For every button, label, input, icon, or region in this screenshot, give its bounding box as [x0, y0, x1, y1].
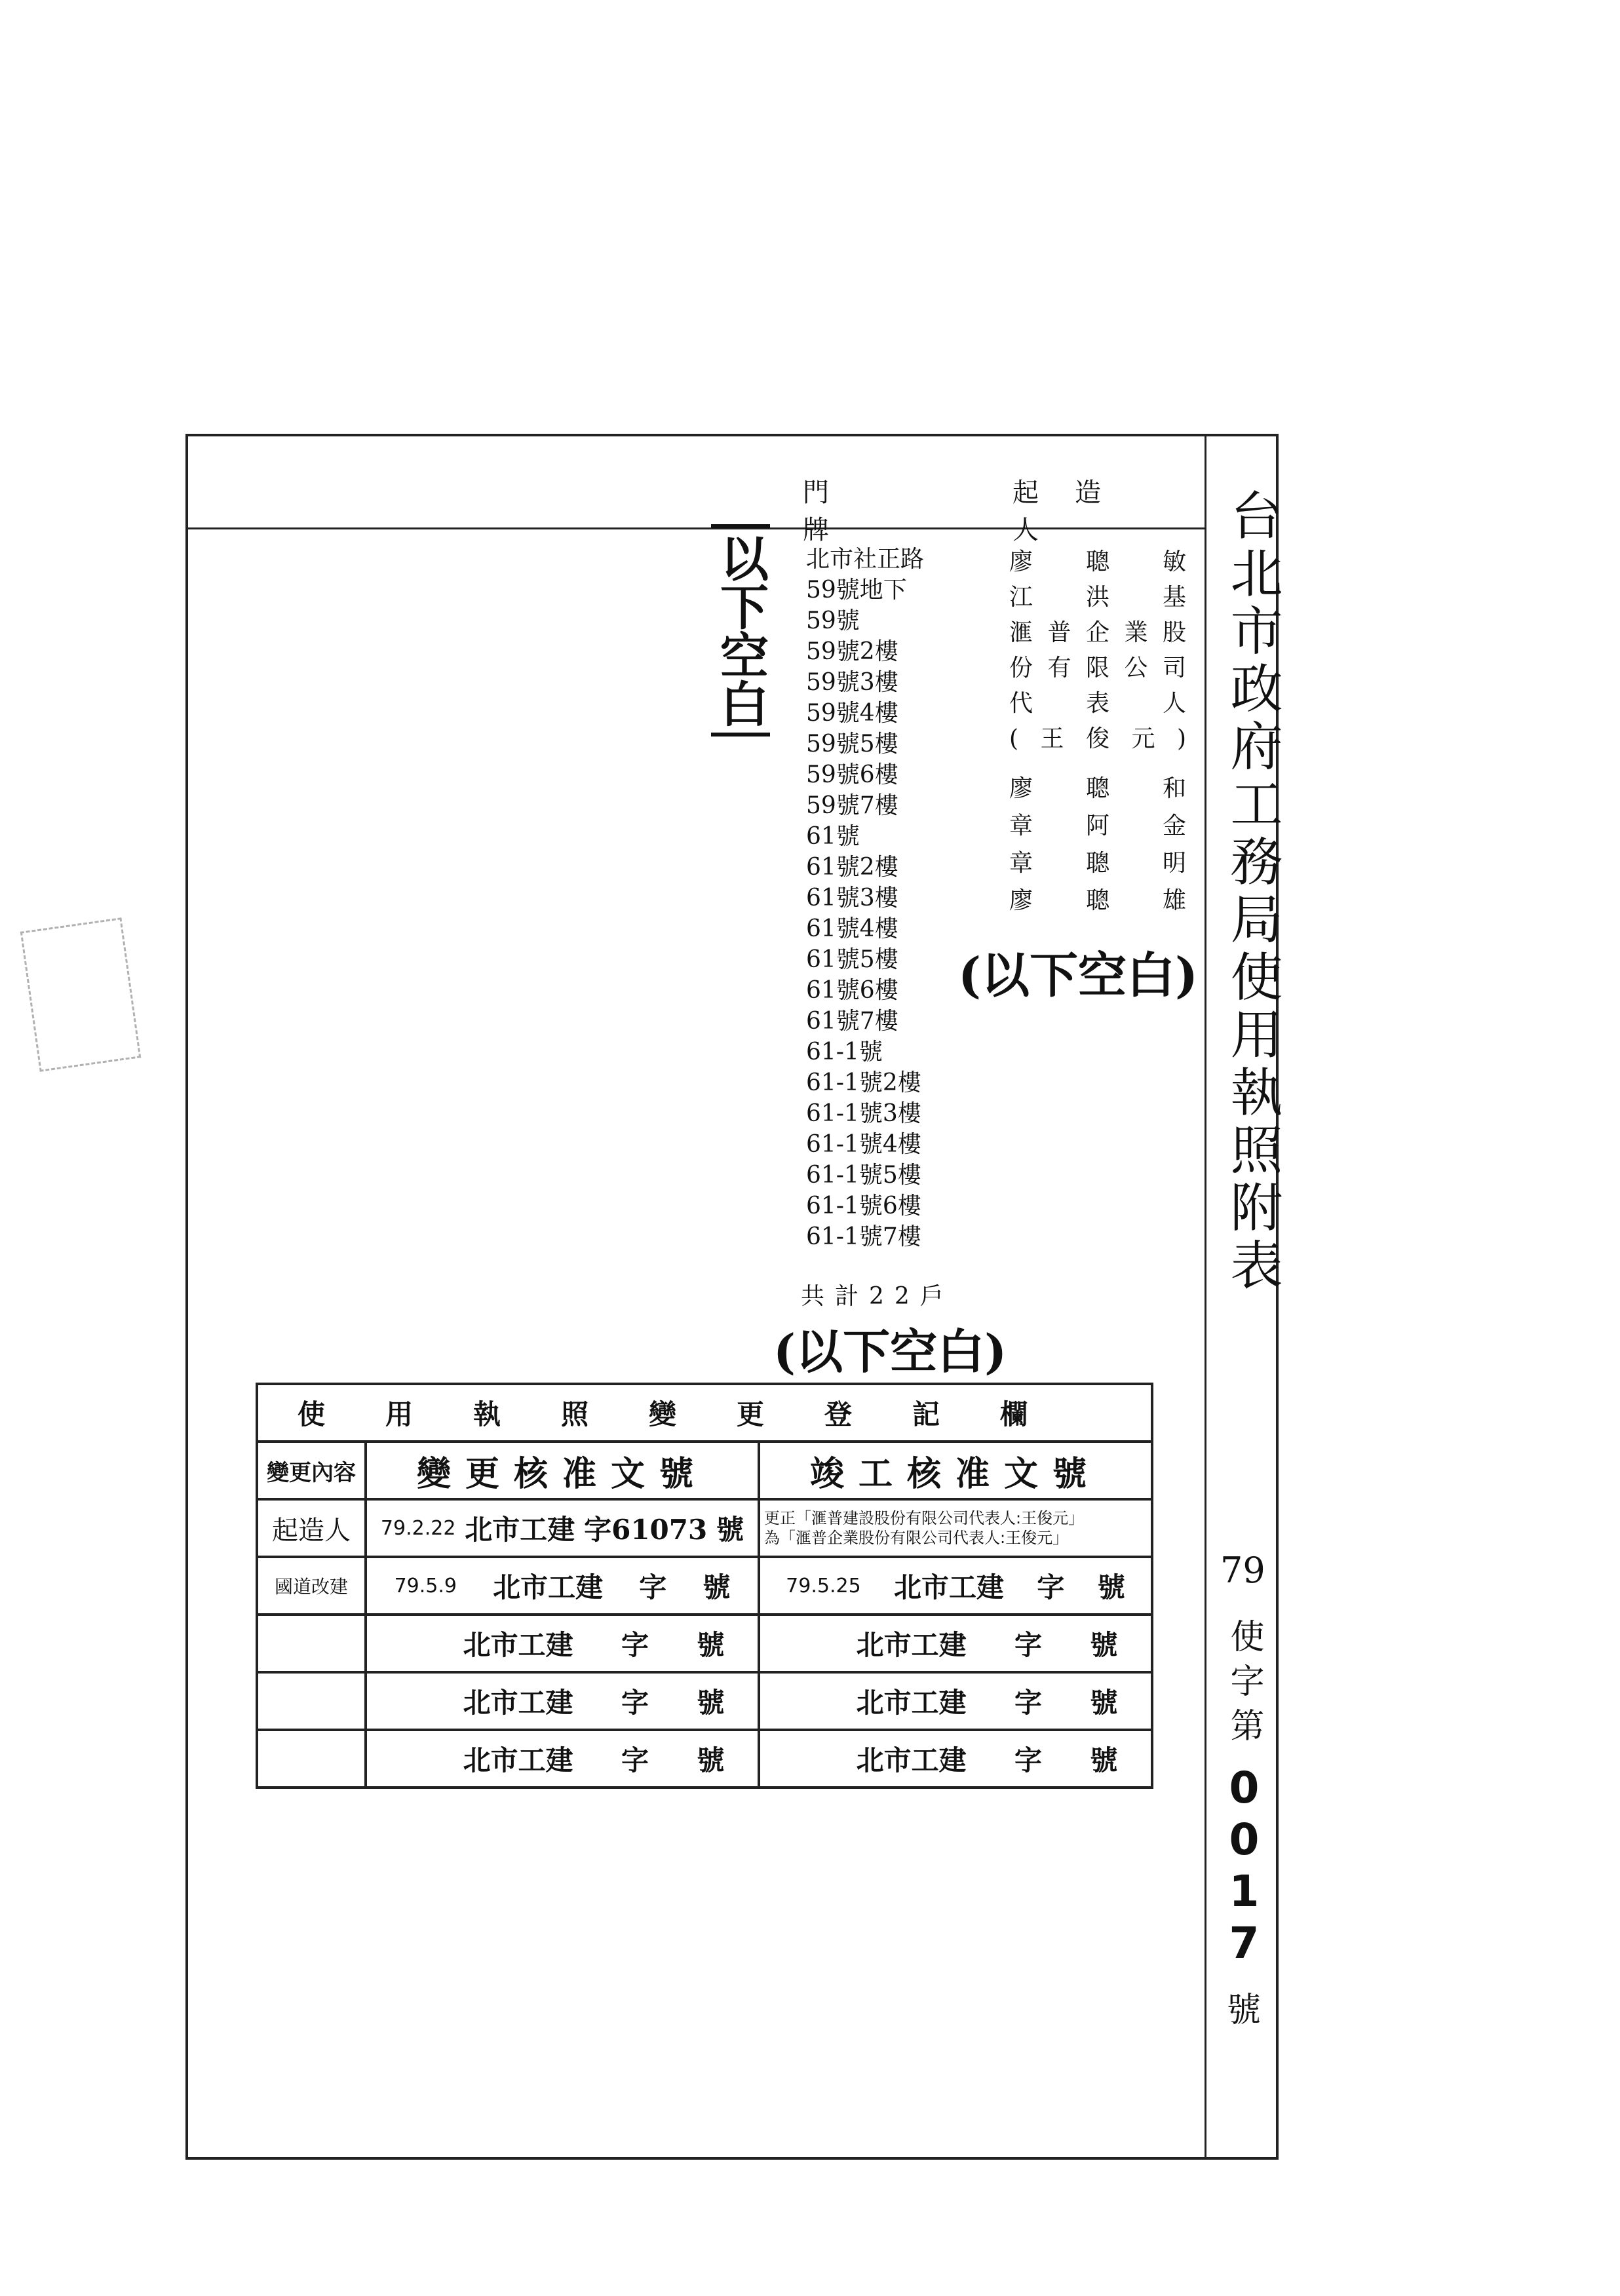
complete-note: 為「滙普企業股份有限公司代表人:王俊元」 — [764, 1529, 1069, 1547]
seal-stamp — [20, 917, 142, 1072]
change-hao: 號 — [697, 1744, 725, 1776]
owner-item: (王俊元) — [1009, 725, 1186, 752]
complete-hao: 號 — [1090, 1744, 1118, 1776]
change-hao: 號 — [716, 1514, 744, 1546]
row-content: 起造人 — [272, 1515, 351, 1546]
change-date: 79.2.22 — [380, 1516, 456, 1540]
address-item: 61-1號7樓 — [806, 1223, 921, 1250]
title-column-divider — [1205, 434, 1206, 2160]
complete-office: 北市工建 — [856, 1629, 967, 1661]
col-complete-header: 竣工核准文號 — [759, 1442, 1152, 1499]
row-content — [258, 1731, 364, 1786]
license-number: 0017 — [1219, 1763, 1269, 1970]
blank-mark-vertical: 以下空白 — [711, 524, 770, 737]
change-hao: 號 — [703, 1571, 731, 1603]
blank-mark-bottom: (以下空白) — [773, 1324, 1007, 1379]
change-zi: 字 — [621, 1629, 649, 1661]
license-suffix: 號 — [1227, 1991, 1262, 2030]
complete-date: 79.5.25 — [786, 1574, 861, 1598]
address-item: 59號4樓 — [806, 700, 898, 727]
address-item: 61號2樓 — [806, 854, 898, 881]
change-date: 79.5.9 — [394, 1574, 457, 1598]
change-zi: 字 — [621, 1744, 649, 1776]
table-row — [257, 1499, 1152, 1557]
complete-hao: 號 — [1097, 1571, 1125, 1603]
address-item: 61號6樓 — [806, 977, 898, 1004]
register-title-cell — [257, 1384, 1152, 1442]
address-item: 61-1號2樓 — [806, 1069, 921, 1096]
complete-office: 北市工建 — [856, 1744, 967, 1776]
row-content: 國道改建 — [274, 1576, 348, 1598]
total-count: 共計22戶 — [801, 1283, 954, 1310]
license-type: 使字第 — [1224, 1618, 1263, 1752]
address-item: 59號5樓 — [806, 731, 898, 757]
address-item: 61號 — [806, 823, 860, 850]
address-item: 61-1號3樓 — [806, 1100, 921, 1127]
owner-item: 廖聰雄 — [1009, 887, 1186, 914]
complete-office: 北市工建 — [856, 1687, 967, 1719]
change-zi: 字 — [621, 1687, 649, 1719]
complete-note: 更正「滙普建設股份有限公司代表人:王俊元」 — [764, 1509, 1085, 1527]
address-item: 61-1號6樓 — [806, 1193, 921, 1219]
address-header: 門牌 — [803, 478, 954, 545]
complete-zi: 字 — [1014, 1687, 1042, 1719]
address-item: 61-1號 — [806, 1039, 883, 1065]
change-office: 北市工建 — [463, 1687, 573, 1719]
row-content — [258, 1674, 364, 1729]
change-office: 北市工建 — [463, 1629, 573, 1661]
address-item: 61號4樓 — [806, 915, 898, 942]
owner-item: 章阿金 — [1009, 813, 1186, 839]
complete-zi: 字 — [1037, 1571, 1065, 1603]
owner-item: 代表人 — [1009, 690, 1186, 717]
address-item: 北市社正路 — [806, 546, 925, 573]
table-row — [257, 1615, 1152, 1672]
register-title: 使用執照變更登記欄 — [298, 1398, 1089, 1430]
address-item: 59號7樓 — [806, 792, 898, 819]
license-year: 79 — [1220, 1550, 1265, 1591]
complete-zi: 字 — [1014, 1629, 1042, 1661]
owner-item: 章聰明 — [1009, 850, 1186, 877]
complete-hao: 號 — [1090, 1629, 1118, 1661]
address-item: 61-1號5樓 — [806, 1162, 921, 1189]
address-item: 61號7樓 — [806, 1008, 898, 1035]
table-row — [257, 1672, 1152, 1730]
change-hao: 號 — [697, 1629, 725, 1661]
address-item: 59號 — [806, 607, 860, 634]
change-office: 北市工建 — [463, 1744, 573, 1776]
table-row — [257, 1730, 1152, 1788]
owner-item: 江洪基 — [1009, 584, 1186, 611]
address-item: 61號3樓 — [806, 885, 898, 911]
change-register-table — [256, 1383, 1153, 1789]
address-item: 61-1號4樓 — [806, 1131, 921, 1158]
address-item: 59號2樓 — [806, 638, 898, 665]
change-office: 北市工建 — [493, 1571, 604, 1603]
change-office: 北市工建 — [465, 1514, 575, 1546]
address-item: 59號3樓 — [806, 669, 898, 696]
complete-hao: 號 — [1090, 1687, 1118, 1719]
complete-office: 北市工建 — [894, 1571, 1005, 1603]
col-content-header: 變更內容 — [257, 1442, 366, 1499]
blank-mark-owner: (以下空白) — [958, 947, 1199, 1004]
col-change-header: 變更核准文號 — [366, 1442, 759, 1499]
owner-item: 份有限公司 — [1009, 655, 1186, 681]
table-row — [257, 1557, 1152, 1615]
change-zi: 字 — [639, 1571, 667, 1603]
address-item: 59號6樓 — [806, 761, 898, 788]
address-item: 61號5樓 — [806, 946, 898, 973]
change-zi: 字61073 — [584, 1514, 708, 1546]
change-hao: 號 — [697, 1687, 725, 1719]
row-content — [258, 1616, 364, 1671]
owner-item: 滙普企業股 — [1009, 619, 1186, 646]
document-title: 台北市政府工務局使用執照附表 — [1222, 488, 1282, 1295]
owner-header: 起造人 — [1013, 478, 1137, 545]
owner-item: 廖聰和 — [1009, 775, 1186, 802]
owner-item: 廖聰敏 — [1009, 548, 1186, 575]
complete-zi: 字 — [1014, 1744, 1042, 1776]
address-item: 59號地下 — [806, 577, 907, 603]
